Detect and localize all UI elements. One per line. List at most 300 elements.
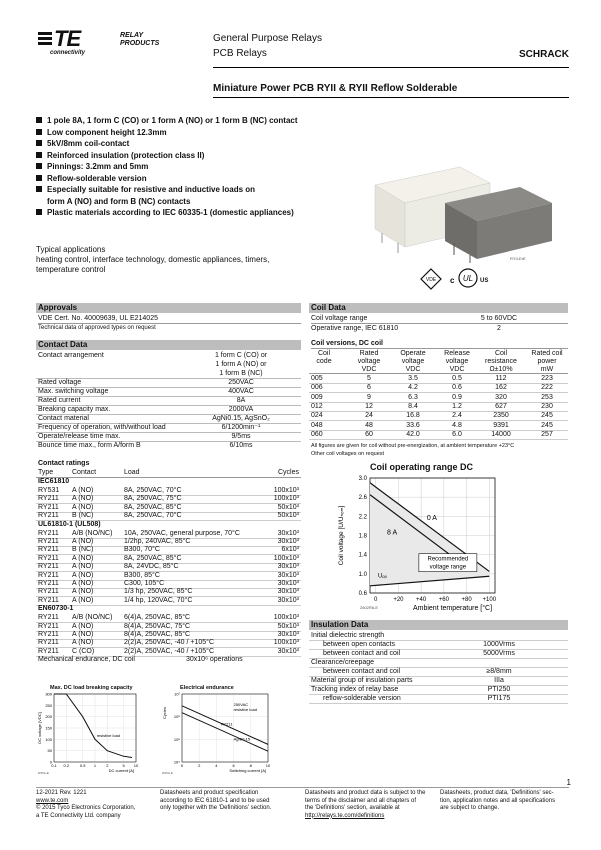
ratings-cell: 10A, 250VAC, general purpose, 70°C (124, 529, 240, 537)
insulation-label: between open contacts (323, 641, 395, 648)
coil-cell: 320 (495, 393, 507, 401)
coil-cell: 5 (367, 375, 371, 382)
feature-item: Especially suitable for resistive and inductive loads on (36, 184, 366, 196)
coil-cell: 222 (541, 384, 553, 392)
footer-company: a TE Connectivity Ltd. company (36, 812, 121, 819)
ratings-cell: 8A, 250VAC, 70°C (124, 487, 182, 494)
coil-cell: 048 (311, 421, 323, 429)
annotation-8A: 8 A (387, 529, 398, 537)
coil-header-cell: Coil (494, 350, 508, 357)
insulation-value: ≥8/8mm (486, 668, 512, 675)
chart-code: 2602R8-E (360, 605, 379, 610)
coil-cell: 6.3 (408, 393, 418, 401)
contact-data-value: 1 form A (NO) or (215, 361, 267, 368)
header-category2: PCB Relays (213, 48, 267, 59)
x-tick-label: 4 (215, 763, 218, 768)
row-divider (36, 605, 301, 606)
coil-header-cell: mW (540, 366, 554, 373)
chart-code: DS5A-E (162, 771, 173, 775)
ratings-cell: RY211 (38, 647, 59, 655)
coil-cell: 012 (311, 402, 323, 410)
ratings-cell: 100x10³ (273, 495, 299, 503)
ratings-cell: 8A, 250VAC, 75°C (124, 495, 182, 503)
ratings-cell: A/B (NO/NC) (72, 529, 113, 537)
approvals-line1: VDE Cert. No. 40009639, UL E214025 (38, 314, 301, 324)
annotation-resistive: resistive load (233, 706, 257, 712)
coil-note1: All figures are given for coil without pre-energization, at ambient temperature +23°C (311, 443, 515, 449)
x-tick-label: 1 (93, 763, 97, 768)
insulation-data-title: Insulation Data (309, 620, 568, 630)
ul-recognized-icon (458, 268, 478, 288)
annotation-ry211: RY211 (220, 721, 233, 727)
x-tick-label: 0.2 (63, 763, 70, 768)
coil-cell: 4.8 (452, 421, 462, 429)
coil-header-cell: power (537, 358, 557, 365)
image-code: RYII-ErE (510, 256, 526, 261)
footer-col4-line: are subject to change. (440, 805, 500, 811)
y-tick-label: 10⁴ (173, 759, 180, 765)
ratings-cell: 8(4)A, 250VAC, 75°C (124, 622, 191, 630)
ratings-cell: 100x10³ (273, 554, 299, 562)
y-tick-label: 50 (47, 748, 52, 754)
y-tick-label: 100 (45, 736, 52, 742)
series-line (182, 713, 268, 752)
endurance-chart-svg (160, 684, 280, 776)
feature-item: 1 pole 8A, 1 form C (CO) or 1 form A (NO) or 1 form B (NC) contact (36, 115, 366, 127)
ratings-cell: RY211 (38, 529, 59, 537)
coil-operating-range-chart (330, 463, 530, 613)
coil-cell: 112 (495, 375, 507, 382)
coil-cell: 245 (541, 412, 553, 420)
applications-line2: temperature control (36, 265, 106, 274)
feature-list (36, 115, 366, 219)
ratings-cell: 1/2hp, 240VAC, 85°C (124, 538, 191, 545)
dc-load-chart-svg (36, 684, 146, 776)
ratings-cell: RY211 (38, 563, 59, 571)
insulation-label: between contact and coil (323, 650, 401, 657)
insulation-value: 1000Vrms (483, 641, 515, 648)
footer-col3-line: Datasheets and product data is subject to the (305, 790, 426, 796)
contact-ratings-title: Contact ratings (38, 460, 90, 467)
coil-data-section (309, 303, 568, 333)
header-brand: SCHRACK (519, 49, 569, 60)
coil-cell: 24 (365, 412, 373, 420)
mech-endurance-value: 30x10⁶ operations (186, 656, 243, 664)
ratings-cell: 30x10³ (277, 631, 299, 638)
ratings-cell: 100x10³ (273, 487, 299, 494)
coil-cell: 2350 (493, 412, 509, 420)
annotation-agni: AgNi0.15 (233, 736, 251, 742)
footer-col3-line: terms of the disclaimer and all chapters of (305, 797, 417, 804)
ratings-cell: RY211 (38, 580, 59, 587)
contact-data-value: 9/5ms (231, 433, 251, 440)
contact-data-value: AgNi0.15, AgSnO₂ (212, 415, 270, 422)
ratings-cell: A (NO) (72, 622, 94, 630)
ratings-cell: RY211 (38, 546, 59, 554)
ratings-cell: 30x10³ (277, 529, 299, 537)
coil-header-cell: VDC (405, 366, 421, 373)
ratings-cell: B (NC) (72, 546, 94, 554)
ratings-cell: B (NC) (72, 512, 94, 520)
coil-header-cell: Rated (359, 350, 379, 357)
ratings-cell: RY211 (38, 495, 59, 503)
contact-data-value: 8A (236, 397, 246, 404)
footer-col4 (440, 790, 555, 813)
contact-data-label: Bounce time max., form A/form B (38, 442, 141, 449)
cert-c-letter: c (450, 276, 455, 285)
x-tick-label: 0 (374, 597, 378, 603)
x-tick-label: 0 (180, 763, 184, 768)
contact-data-value: 250VAC (228, 379, 254, 386)
coil-header-cell: resistance (485, 358, 517, 365)
contact-data-label: Rated current (38, 397, 81, 404)
coil-voltage-range-label: Coil voltage range (311, 314, 568, 324)
ratings-cell: A (NO) (72, 639, 94, 647)
ratings-cell: 8A, 250VAC, 70°C (124, 512, 182, 520)
ratings-cell: 8A, 24VDC, 85°C (124, 563, 179, 571)
coil-chart-title: Coil operating range DC (370, 462, 474, 472)
ratings-cell: 100x10³ (273, 639, 299, 647)
coil-cell: 060 (311, 430, 323, 438)
annotation-recommended: Recommended (427, 556, 469, 563)
ratings-cell: 30x10³ (277, 596, 299, 604)
footer-col4-line: tion, application notes and all specifications (440, 797, 556, 804)
ratings-cell: 1/4 hp, 120VAC, 70°C (124, 596, 193, 604)
y-tick-label: 2.6 (358, 495, 367, 502)
coil-cell: 245 (541, 421, 553, 429)
contact-data-label: Contact material (38, 415, 89, 422)
series-line (54, 694, 132, 758)
coil-header-cell: voltage (445, 358, 469, 365)
annotation-recommended-2: voltage range (429, 564, 467, 571)
insulation-value: PTI250 (487, 686, 511, 693)
ratings-cell: A (NO) (72, 563, 94, 571)
ratings-cell: 30x10³ (277, 538, 299, 545)
approvals-section (36, 303, 301, 333)
relay-product-illustration (370, 155, 560, 265)
y-tick-label: 10⁵ (173, 736, 180, 742)
insulation-data-section (309, 620, 568, 710)
row-divider (309, 703, 568, 704)
coil-cell: 0.5 (452, 375, 462, 382)
relay-products-label (120, 32, 159, 48)
x-tick-label: 0.5 (79, 763, 86, 768)
ratings-cell: C300, 105°C (124, 580, 165, 587)
ratings-cell: A (NO) (72, 571, 94, 579)
coil-cell: 48 (365, 421, 373, 429)
title-divider (213, 97, 569, 98)
operative-range-value: 2 (497, 325, 501, 332)
ratings-cell: A (NO) (72, 538, 94, 545)
page-number: 1 (566, 778, 571, 787)
coil-cell: 8.4 (408, 402, 418, 410)
contact-data-section (36, 340, 301, 452)
ratings-cell: A (NO) (72, 580, 94, 587)
coil-header-cell: code (316, 358, 332, 365)
coil-voltage-range-value: 5 to 60VDC (480, 315, 518, 322)
y-tick-label: 10⁶ (173, 714, 180, 720)
coil-header-cell: Operate (400, 350, 426, 357)
ratings-header-cell: Type (38, 469, 54, 476)
coil-cell: 1.2 (452, 402, 462, 410)
feature-item-cont: form A (NO) and form B (NC) contacts (47, 196, 191, 206)
x-tick-label: 5 (122, 763, 125, 768)
feature-item: Plastic materials according to IEC 60335-1 (domestic appliances) (36, 207, 366, 219)
insulation-value: IIIa (494, 677, 504, 684)
ratings-header-cell: Cycles (277, 469, 299, 476)
coil-versions-section (309, 339, 568, 461)
ratings-cell: A (NO) (72, 554, 94, 562)
ratings-cell: 6x10³ (281, 546, 299, 554)
contact-data-value: 1 form C (CO) or (214, 352, 268, 359)
coil-cell: 6 (367, 384, 371, 392)
ratings-group-name: IEC61810 (38, 478, 70, 485)
insulation-label: reflow-solderable version (323, 695, 401, 702)
coil-header-cell: voltage (357, 358, 381, 365)
footer-revision: 12-2021 Rev. 1221 (36, 790, 87, 796)
footer-definitions-link[interactable]: http://relays.te.com/definitions (305, 812, 385, 819)
ratings-cell: 50x10³ (277, 622, 299, 630)
contact-data-value: 6/1200min⁻¹ (221, 424, 261, 431)
annotation-resistive: resistive load (96, 733, 121, 739)
contact-data-title: Contact Data (36, 340, 301, 350)
x-tick-label: +100 (482, 597, 497, 603)
contact-data-label: Contact arrangement (38, 352, 104, 359)
relay-products-line2: PRODUCTS (120, 40, 160, 47)
y-axis-label: DC voltage [VDC] (37, 712, 42, 744)
coil-cell: 12 (365, 402, 373, 410)
y-axis-label: Coil voltage [U/Uₙₒₘ] (338, 505, 345, 566)
coil-header-cell: Rated coil (531, 350, 563, 357)
coil-cell: 3.5 (408, 375, 418, 382)
contact-data-label: Frequency of operation, with/without load (38, 424, 166, 431)
coil-cell: 223 (541, 375, 553, 382)
ratings-cell: 1/3 hp, 250VAC, 85°C (124, 588, 193, 596)
ratings-cell: 8A, 250VAC, 85°C (124, 554, 182, 562)
ratings-header-cell: Load (124, 469, 140, 476)
endurance-chart-title: Electrical endurance (180, 685, 234, 691)
contact-data-label: Breaking capacity max. (38, 406, 111, 413)
y-tick-label: 200 (45, 714, 52, 720)
coil-cell: 024 (311, 412, 323, 420)
header-divider (213, 67, 569, 68)
annotation-250vac: 250VAC (233, 701, 249, 707)
ratings-cell: 8(4)A, 250VAC, 85°C (124, 631, 191, 638)
coil-data-title: Coil Data (309, 303, 568, 313)
header-category1: General Purpose Relays (213, 33, 322, 44)
ratings-cell: 6(4)A, 250VAC, 85°C (124, 614, 191, 622)
ratings-cell: RY211 (38, 639, 59, 647)
coil-header-cell: VDC (361, 366, 377, 373)
page-title: Miniature Power PCB RYII & RYII Reflow Solderable (213, 83, 458, 94)
typical-applications (36, 245, 269, 275)
x-tick-label: +20 (393, 597, 404, 603)
coil-cell: 60 (365, 430, 373, 438)
plot-frame (182, 694, 268, 762)
ratings-cell: RY211 (38, 571, 59, 579)
te-logo-sub: connectivity (50, 50, 86, 56)
coil-cell: 0.9 (452, 393, 462, 401)
ratings-cell: RY211 (38, 596, 59, 604)
coil-cell: 162 (495, 384, 507, 392)
x-tick-label: 6 (232, 763, 235, 768)
contact-data-label: Rated voltage (38, 379, 82, 386)
coil-chart-svg (330, 463, 530, 613)
coil-cell: 42.0 (406, 430, 420, 438)
footer-col3-line: the 'Definitions' section, available at (305, 805, 400, 811)
footer-col2 (160, 790, 271, 813)
footer-col2-line: according to IEC 61810-1 and to be used (160, 797, 270, 804)
x-tick-label: +60 (438, 597, 449, 603)
row-divider (309, 439, 568, 440)
ratings-cell: 50x10³ (277, 503, 299, 511)
y-tick-label: 0.6 (358, 591, 367, 597)
ratings-cell: RY211 (38, 503, 59, 511)
ratings-cell: 30x10³ (277, 580, 299, 587)
applications-heading: Typical applications (36, 245, 106, 254)
x-tick-label: +80 (461, 597, 472, 603)
coil-versions-title: Coil versions, DC coil (311, 339, 568, 349)
feature-item: Reflow-solderable version (36, 173, 366, 185)
footer-website-link[interactable]: www.te.com (36, 797, 69, 804)
operative-range-label: Operative range, IEC 61810 (311, 325, 399, 332)
y-tick-label: 250 (45, 702, 52, 708)
coil-cell: 2.4 (452, 412, 462, 420)
y-tick-label: 0 (49, 759, 52, 765)
coil-cell: 4.2 (408, 384, 418, 392)
y-tick-label: 300 (45, 691, 52, 697)
y-tick-label: 3.0 (358, 476, 367, 482)
footer-copyright: © 2015 Tyco Electronics Corporation, (36, 805, 136, 811)
cert-us-letters: US (480, 278, 489, 284)
insulation-label: Material group of insulation parts (311, 677, 413, 684)
ratings-cell: A (NO) (72, 588, 94, 596)
x-axis-label: Ambient temperature [°C] (412, 605, 493, 612)
insulation-label: Tracking index of relay base (311, 686, 399, 693)
ratings-cell: A (NO) (72, 631, 94, 638)
approvals-title: Approvals (36, 303, 301, 313)
x-tick-label: 10 (265, 763, 271, 768)
x-tick-label: 2 (106, 763, 109, 768)
coil-cell: 14000 (491, 430, 511, 438)
insulation-label: between contact and coil (323, 668, 401, 675)
svg-text:UL: UL (462, 274, 474, 283)
certification-logos (420, 266, 530, 292)
coil-header-cell: VDC (449, 366, 465, 373)
ratings-cell: RY211 (38, 512, 59, 520)
ratings-cell: 30x10³ (277, 588, 299, 596)
ratings-cell: RY211 (38, 614, 59, 622)
ratings-cell: 30x10³ (277, 571, 299, 579)
ratings-cell: 30x10³ (277, 563, 299, 571)
coil-cell: 16.8 (406, 412, 420, 420)
x-tick-label: +40 (416, 597, 427, 603)
dc-load-chart-title: Max. DC load breaking capacity (50, 685, 133, 691)
coil-cell: 006 (311, 384, 323, 392)
ratings-group-name: UL61810-1 (UL508) (38, 520, 101, 528)
coil-cell: 6.0 (452, 430, 462, 438)
mech-endurance-label: Mechanical endurance, DC coil (38, 656, 135, 664)
footer-col3 (305, 790, 425, 820)
coil-cell: 253 (541, 393, 553, 401)
footer-col2-line: only together with the 'Definitions' section. (160, 805, 272, 811)
ratings-cell: A/B (NO/NC) (72, 614, 113, 622)
y-tick-label: 10⁷ (174, 691, 180, 697)
x-tick-label: 0.1 (51, 763, 57, 768)
approvals-line2: Technical data of approved types on request (38, 325, 156, 331)
ratings-cell: 8A, 250VAC, 85°C (124, 503, 182, 511)
ratings-cell: A (NO) (72, 495, 94, 503)
insulation-value: 5000Vrms (483, 650, 515, 657)
applications-line1: heating control, interface technology, domestic appliances, timers, (36, 255, 270, 264)
svg-text:VDE: VDE (425, 277, 437, 283)
ratings-cell: C (CO) (72, 647, 95, 655)
insulation-value: PTI175 (487, 695, 511, 702)
te-logo (38, 28, 108, 62)
insulation-label: Clearance/creepage (311, 659, 375, 666)
dc-load-chart (36, 684, 146, 776)
feature-item: Reinforced insulation (protection class II) (36, 150, 366, 162)
ratings-cell: RY211 (38, 588, 59, 596)
coil-cell: 9 (367, 393, 371, 401)
ratings-cell: A (NO) (72, 503, 94, 511)
feature-item: 5kV/8mm coil-contact (36, 138, 366, 150)
ratings-cell: RY211 (38, 538, 59, 545)
ratings-cell: A (NO) (72, 487, 94, 494)
feature-item: Low component height 12.3mm (36, 127, 366, 139)
contact-data-value: 6/10ms (229, 442, 253, 449)
contact-data-label: Operate/release time max. (38, 433, 121, 440)
insulation-label: Initial dielectric strength (311, 632, 385, 639)
x-tick-label: 2 (198, 763, 201, 768)
relay-products-line1: RELAY (120, 32, 144, 39)
y-axis-label: Cycles (162, 706, 167, 720)
coil-cell: 627 (495, 402, 507, 410)
te-logo-text: TE (54, 26, 81, 51)
ratings-cell: A (NO) (72, 596, 94, 604)
ratings-cell: 2(2)A, 250VAC, -40 / +105°C (124, 639, 215, 647)
feature-item: Pinnings: 3.2mm and 5mm (36, 161, 366, 173)
contact-data-label: Max. switching voltage (38, 388, 109, 395)
coil-cell: 0.6 (452, 384, 462, 392)
y-tick-label: 2.2 (358, 514, 367, 521)
x-axis-label: DC current [A] (108, 768, 134, 773)
x-tick-label: 10 (133, 763, 139, 768)
coil-cell: 009 (311, 393, 323, 401)
coil-cell: 257 (541, 430, 553, 438)
row-divider (36, 477, 301, 478)
x-tick-label: 8 (249, 763, 252, 768)
ratings-cell: RY211 (38, 622, 59, 630)
coil-header-cell: voltage (401, 358, 425, 365)
ratings-cell: RY211 (38, 631, 59, 638)
coil-note2: Other coil voltages on request (311, 451, 385, 457)
footer-col1 (36, 790, 135, 820)
ratings-cell: RY531 (38, 487, 60, 494)
footer-col2-line: Datasheets and product specification (160, 790, 259, 796)
footer-col4-line: Datasheets, product data, 'Definitions' sec- (440, 790, 554, 796)
y-tick-label: 150 (45, 725, 52, 731)
coil-header-cell: Coil (317, 350, 331, 357)
annotation-uop: Uₒₚ (377, 573, 388, 580)
contact-ratings-section (36, 459, 301, 685)
annotation-0A: 0 A (426, 515, 437, 523)
y-tick-label: 1.8 (358, 533, 367, 540)
ratings-cell: 2(2)A, 250VAC, -40 / +105°C (124, 647, 215, 655)
ratings-group-name: EN60730-1 (38, 605, 74, 613)
contact-data-value: 2000VA (228, 406, 254, 413)
ratings-cell: 100x10³ (273, 614, 299, 622)
